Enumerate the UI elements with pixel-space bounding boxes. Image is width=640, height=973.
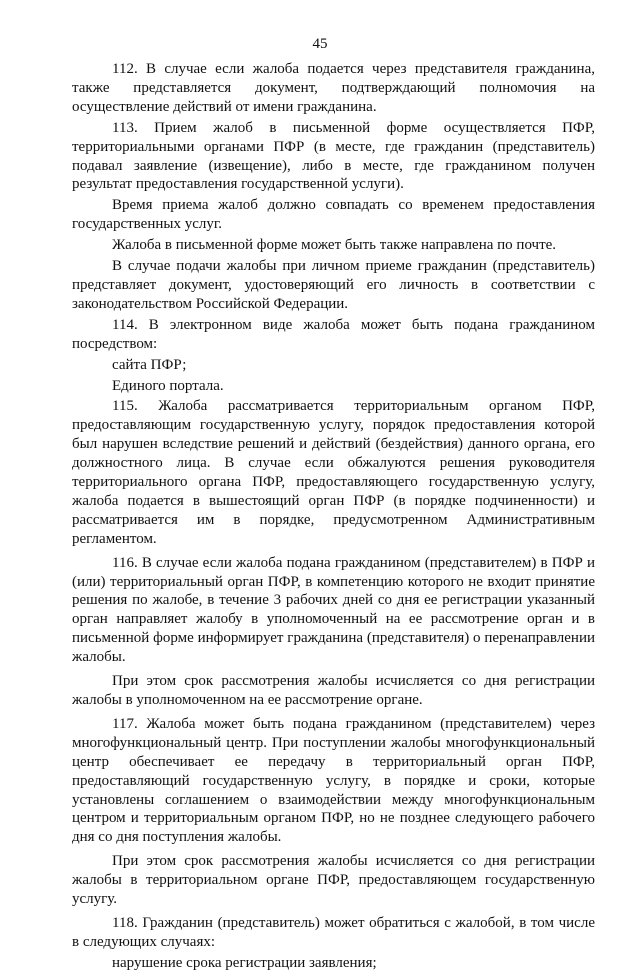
paragraph-116-term: При этом срок рассмотрения жалобы исчисляется со дня регистрации жалобы в уполномоченном на ее рассмотрение органе. [72,673,595,708]
paragraph-personal-reception: В случае подачи жалобы при личном приеме гражданин (представитель) представляет документ, удостоверяющий его личность в соответствии с законодательством Российской Федерации. [72,258,595,312]
paragraph-117-term: При этом срок рассмотрения жалобы исчисляется со дня регистрации жалобы в территориальном органе ПФР, предоставляющем государственную услугу. [72,853,595,908]
paragraph-112: 112. В случае если жалоба подается через представителя гражданина, также представляется документ, подтверждающий полномочия на осуществление действий от имени гражданина. [72,61,595,115]
paragraph-reception-time: Время приема жалоб должно совпадать со временем предоставления государственных услуг. [72,197,595,233]
document-body [72,60,595,973]
paragraph-118: 118. Гражданин (представитель) может обратиться с жалобой, в том числе в следующих случаях: [72,914,595,950]
paragraph-115: 115. Жалоба рассматривается территориальным органом ПФР, предоставляющим государственную услугу, порядок предоставления которой был нарушен вследствие решений и действий (бездействия) данного органа, его должностного лица. В случае если обжалуются решения руководителя территориального органа ПФР, предоставляющего государственную услугу, жалоба подается в вышестоящий орган ПФР (в порядке подчиненности) и рассматривается им в порядке, предусмотренном Административным регламентом. [72,398,595,547]
paragraph-117: 117. Жалоба может быть подана гражданином (представителем) через многофункциональный центр. При поступлении жалобы многофункциональный центр обеспечивает ее передачу в территориальный орган ПФР, предоставляющий государственную услугу, в порядке и сроки, которые установлены соглашением о взаимодействии между многофункциональным центром и территориальным органом ПФР, но не позднее следующего рабочего дня со дня поступления жалобы. [72,715,595,846]
paragraph-116: 116. В случае если жалоба подана гражданином (представителем) в ПФР и (или) территориальный орган ПФР, в компетенцию которого не входит принятие решения по жалобе, в течение 3 рабочих дней со дня ее регистрации указанный орган направляет жалобу в уполномоченный на ее рассмотрение орган и в письменной форме информирует гражданина (представителя) о перенаправлении жалобы. [72,554,595,666]
paragraph-113: 113. Прием жалоб в письменной форме осуществляется ПФР, территориальными органами ПФР (в месте, где гражданин (представитель) подавал заявление (извещение), либо в месте, где гражданином получен результат предоставления государственной услуги). [72,119,595,193]
paragraph-114: 114. В электронном виде жалоба может быть подана гражданином посредством: [72,316,595,352]
page-number: 45 [312,36,328,52]
list-item-unified-portal: Единого портала. [112,377,224,394]
list-item-registration-delay: нарушение срока регистрации заявления; [112,954,377,971]
paragraph-by-mail: Жалоба в письменной форме может быть также направлена по почте. [112,237,557,254]
list-item-pfr-site: сайта ПФР; [112,356,187,373]
